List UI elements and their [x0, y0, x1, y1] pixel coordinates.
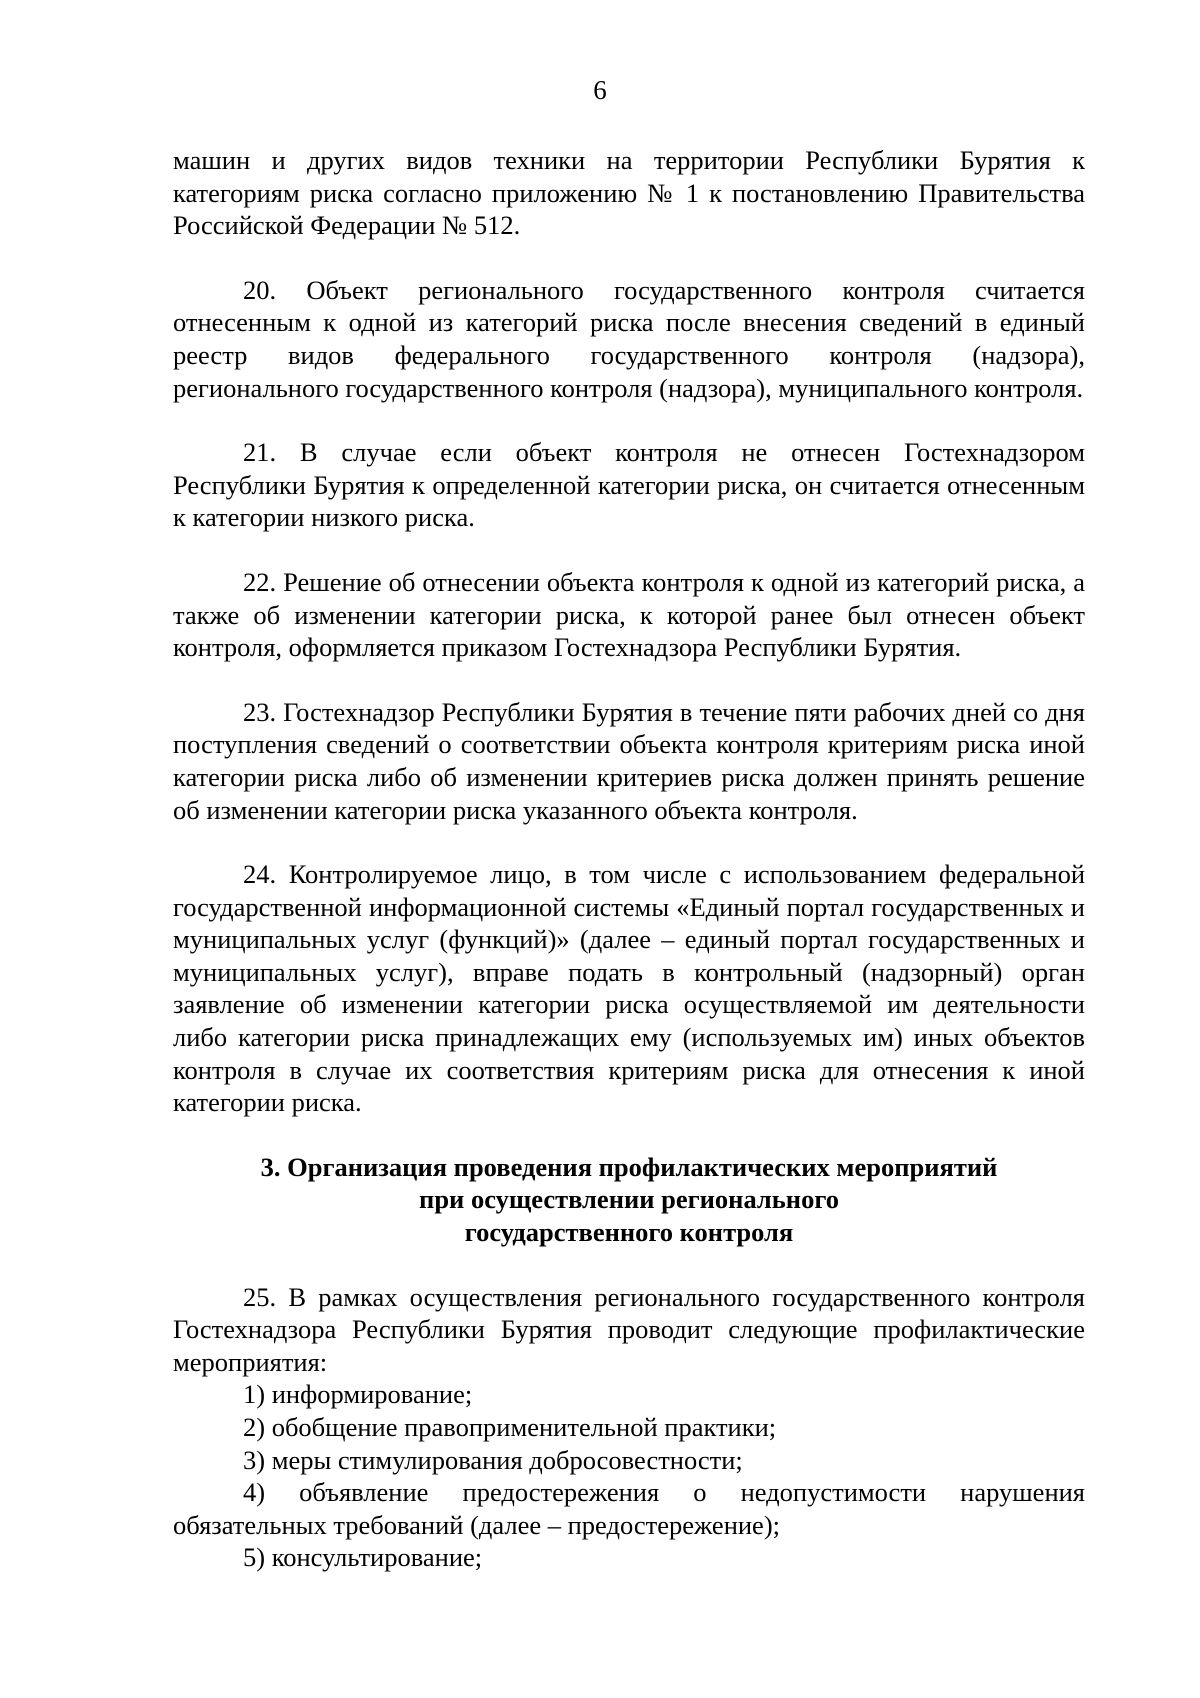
- paragraph-20: 20. Объект регионального государственного контроля считается отнесенным к одной из категорий риска после внесения сведений в единый реестр видов федерального государственного контроля (надзора), регионального государственного контроля (надзора), муниципального контроля.: [173, 274, 1085, 403]
- paragraph-21: 21. В случае если объект контроля не отнесен Гостехнадзором Республики Бурятия к определенной категории риска, он считается отнесенным к категории низкого риска.: [173, 437, 1085, 533]
- paragraph-24: 24. Контролируемое лицо, в том числе с использованием федеральной государственной информационной системы «Единый портал государственных и муниципальных услуг (функций)» (далее – единый портал государственных и муниципальных услуг), вправе подать в контрольный (надзорный) орган заявление об изменении категории риска осуществляемой им деятельности либо категории риска принадлежащих ему (используемых им) иных объектов контроля в случае их соответствия критериям риска для отнесения к иной категории риска.: [173, 859, 1085, 1118]
- measure-item-3: 3) меры стимулирования добросовестности;: [243, 1444, 743, 1475]
- paragraph-22: 22. Решение об отнесении объекта контроля к одной из категорий риска, а также об изменении категории риска, к которой ранее был отнесен объект контроля, оформляется приказом Гостехнадзора Республики Бурятия.: [173, 566, 1085, 663]
- document-body: [173, 144, 1085, 1574]
- paragraph-25: 25. В рамках осуществления регионального государственного контроля Гостехнадзора Республики Бурятия проводит следующие профилактические мероприятия:: [173, 1281, 1085, 1377]
- measure-item-1: 1) информирование;: [243, 1379, 473, 1410]
- section-heading-line-1: 3. Организация проведения профилактических мероприятий: [260, 1151, 998, 1182]
- page-number: 6: [593, 75, 607, 105]
- section-heading-line-3: государственного контроля: [464, 1217, 794, 1248]
- measure-item-2: 2) обобщение правоприменительной практики;: [243, 1412, 777, 1442]
- paragraph-23: 23. Гостехнадзор Республики Бурятия в течение пяти рабочих дней со дня поступления сведений о соответствии объекта контроля критериям риска иной категории риска либо об изменении критериев риска должен принять решение об изменении категории риска указанного объекта контроля.: [173, 696, 1085, 825]
- measure-item-5: 5) консультирование;: [243, 1542, 483, 1573]
- paragraph-continuation: машин и других видов техники на территории Республики Бурятия к категориям риска согласно приложению № 1 к постановлению Правительства Российской Федерации № 512.: [173, 145, 1085, 241]
- section-heading-line-2: при осуществлении регионального: [419, 1184, 839, 1215]
- measure-item-4: 4) объявление предостережения о недопустимости нарушения обязательных требований (далее – предостережение);: [173, 1477, 1085, 1540]
- section-heading: [173, 1151, 1085, 1249]
